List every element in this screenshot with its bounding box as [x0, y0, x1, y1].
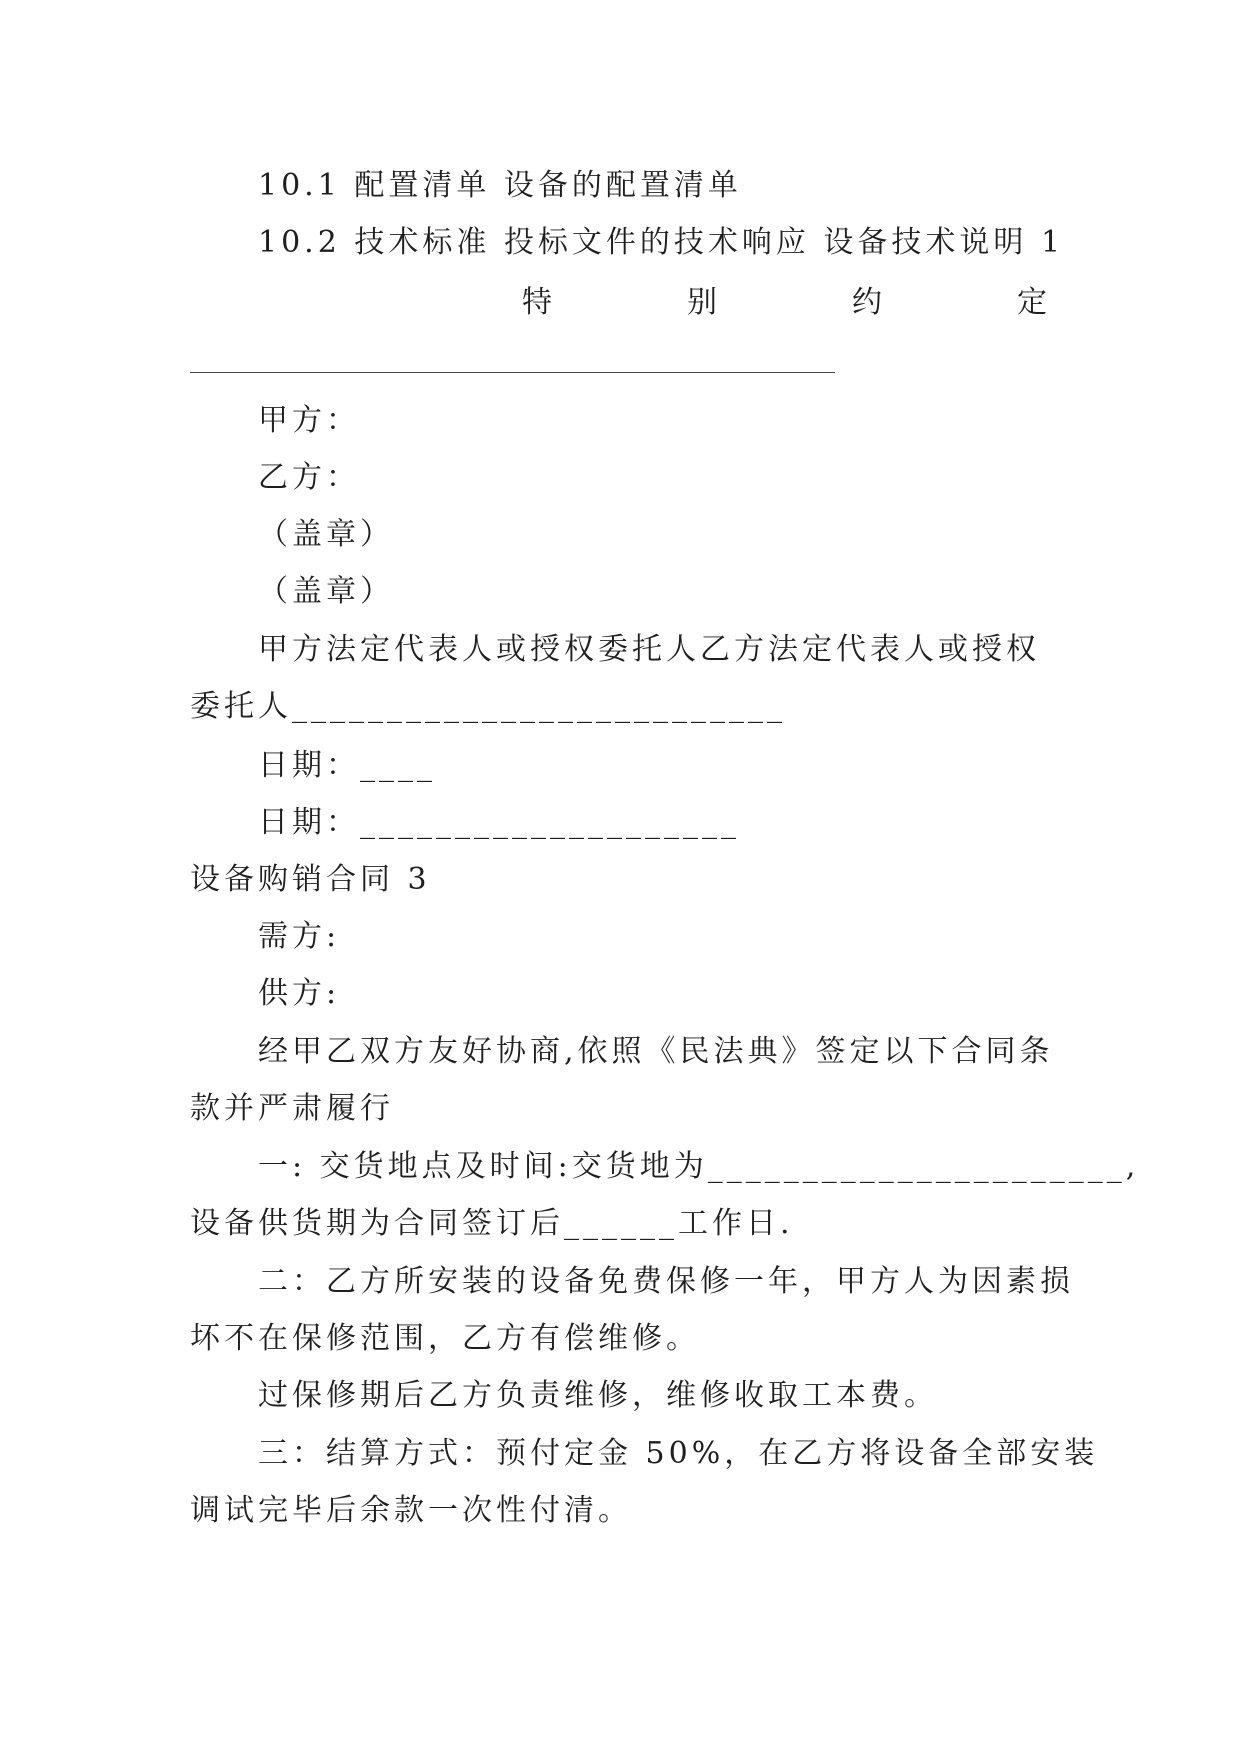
tech-standard-line: 10.2 技术标准 投标文件的技术响应 设备技术说明 1	[258, 225, 1065, 260]
intro-paragraph-line2: 款并严肃履行	[190, 1091, 394, 1126]
party-b-label: 乙方：	[258, 460, 360, 495]
special-char-2: 别	[687, 285, 717, 320]
representative-line-cont: 委托人__________________________	[190, 689, 786, 724]
special-agreement-rule	[190, 372, 835, 373]
config-list-line: 10.1 配置清单 设备的配置清单	[258, 168, 742, 203]
party-a-label: 甲方：	[258, 403, 360, 438]
representative-line: 甲方法定代表人或授权委托人乙方法定代表人或授权	[258, 632, 1040, 667]
special-char-3: 约	[852, 285, 882, 320]
clause-2-line2: 坏不在保修范围，乙方有偿维修。	[190, 1321, 700, 1356]
date-line-b: 日期：____________________	[258, 805, 740, 840]
seal-label-b: （盖章）	[258, 574, 394, 609]
special-char-1: 特	[522, 285, 552, 320]
clause-2-line3: 过保修期后乙方负责维修，维修收取工本费。	[258, 1378, 938, 1413]
clause-2-line1: 二：乙方所安装的设备免费保修一年，甲方人为因素损	[258, 1264, 1074, 1299]
buyer-label: 需方:	[258, 919, 341, 954]
special-char-4: 定	[1017, 285, 1047, 320]
clause-1-line2: 设备供货期为合同签订后______工作日.	[190, 1206, 794, 1241]
date-line-a: 日期：____	[258, 748, 436, 783]
clause-1-line1: 一: 交货地点及时间:交货地为______________________,	[258, 1149, 1140, 1184]
special-agreement-heading	[522, 283, 1047, 323]
clause-3-line1: 三：结算方式：预付定金 50%，在乙方将设备全部安装	[258, 1436, 1099, 1471]
seal-label-a: （盖章）	[258, 517, 394, 552]
contract-title: 设备购销合同 3	[190, 862, 431, 897]
clause-3-line2: 调试完毕后余款一次性付清。	[190, 1493, 632, 1528]
supplier-label: 供方:	[258, 976, 341, 1011]
intro-paragraph-line1: 经甲乙双方友好协商,依照《民法典》签定以下合同条	[258, 1034, 1054, 1069]
